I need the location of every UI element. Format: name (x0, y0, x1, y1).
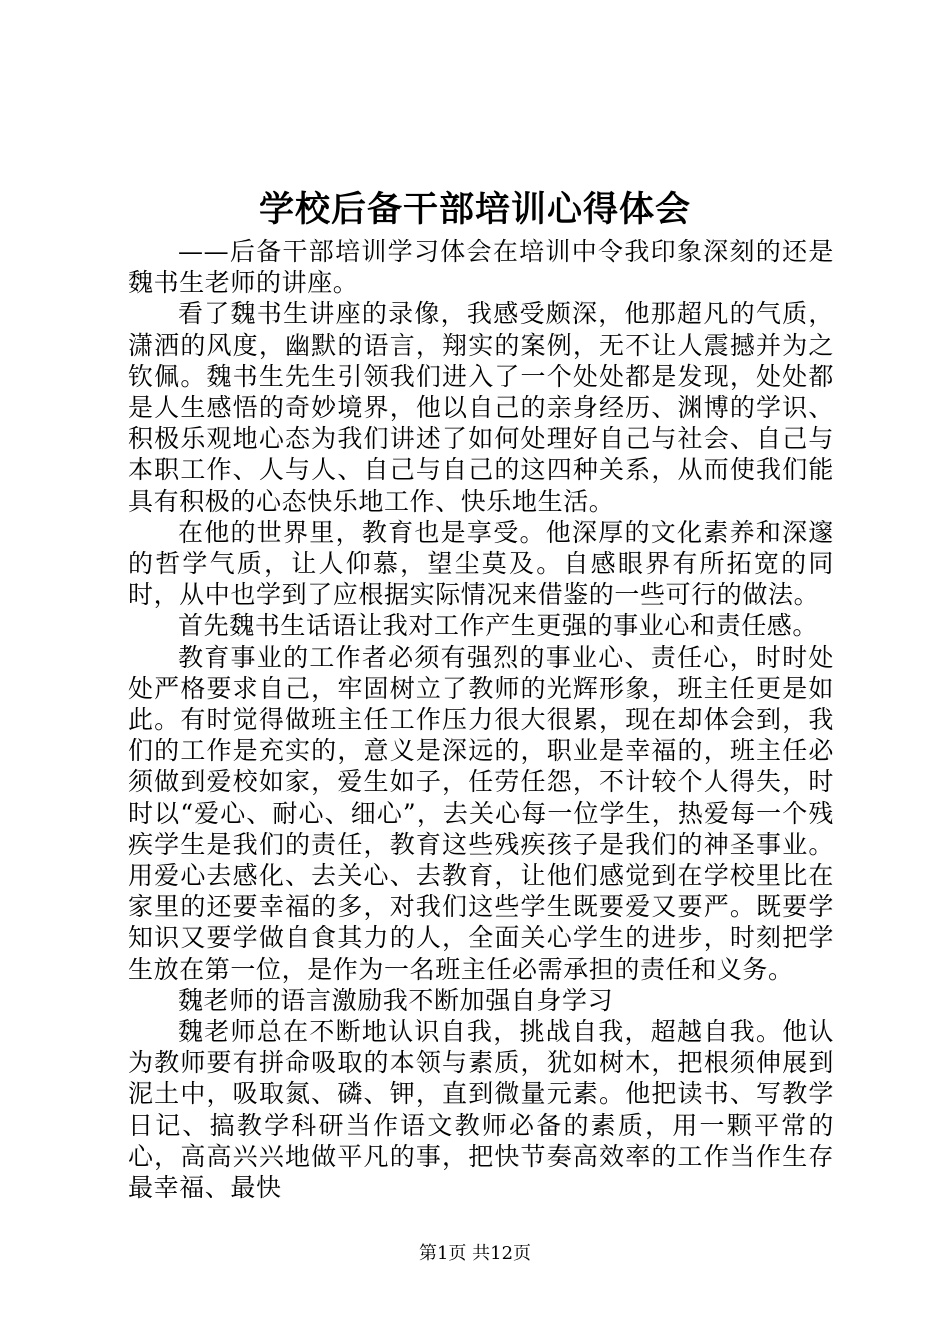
page-footer: 第1页 共12页 (418, 1243, 532, 1264)
paragraph: 在他的世界里，教育也是享受。他深厚的文化素养和深邃的哲学气质，让人仰慕，望尘莫及。自感眼界有所拓宽的同时，从中也学到了应根据实际情况来借鉴的一些可行的做法。 (128, 517, 834, 610)
paragraph-intro: ——后备干部培训学习体会在培训中令我印象深刻的还是魏书生老师的讲座。 (128, 237, 834, 298)
document-title: 学校后备干部培训心得体会 (258, 189, 691, 230)
document-body (128, 236, 834, 1203)
paragraph: 看了魏书生讲座的录像，我感受颇深，他那超凡的气质，潇洒的风度，幽默的语言，翔实的案例，无不让人震撼并为之钦佩。魏书生先生引领我们进入了一个处处都是发现，处处都是人生感悟的奇妙境界，他以自己的亲身经历、渊博的学识、积极乐观地心态为我们讲述了如何处理好自己与社会、自己与本职工作、人与人、自己与自己的这四种关系，从而使我们能具有积极的心态快乐地工作、快乐地生活。 (128, 299, 834, 516)
paragraph: 魏老师总在不断地认识自我，挑战自我，超越自我。他认为教师要有拼命吸取的本领与素质，犹如树木，把根须伸展到泥土中，吸取氮、磷、钾，直到微量元素。他把读书、写教学日记、搞教学科研当作语文教师必备的素质，用一颗平常的心，高高兴兴地做平凡的事，把快节奏高效率的工作当作生存最幸福、最快 (128, 1017, 834, 1203)
paragraph-heading: 魏老师的语言激励我不断加强自身学习 (178, 985, 614, 1015)
paragraph: 教育事业的工作者必须有强烈的事业心、责任心，时时处处严格要求自己，牢固树立了教师的光辉形象，班主任更是如此。有时觉得做班主任工作压力很大很累，现在却体会到，我们的工作是充实的，意义是深远的，职业是幸福的，班主任必须做到爱校如家，爱生如子，任劳任怨，不计较个人得失，时时以“爱心、耐心、细心”，去关心每一位学生，热爱每一个残疾学生是我们的责任，教育这些残疾孩子是我们的神圣事业。用爱心去感化、去关心、去教育，让他们感觉到在学校里比在家里的还要幸福的多，对我们这些学生既要爱又要严。既要学知识又要学做自食其力的人，全面关心学生的进步，时刻把学生放在第一位，是作为一名班主任必需承担的责任和义务。 (128, 642, 834, 984)
paragraph-heading: 首先魏书生话语让我对工作产生更强的事业心和责任感。 (178, 611, 819, 641)
